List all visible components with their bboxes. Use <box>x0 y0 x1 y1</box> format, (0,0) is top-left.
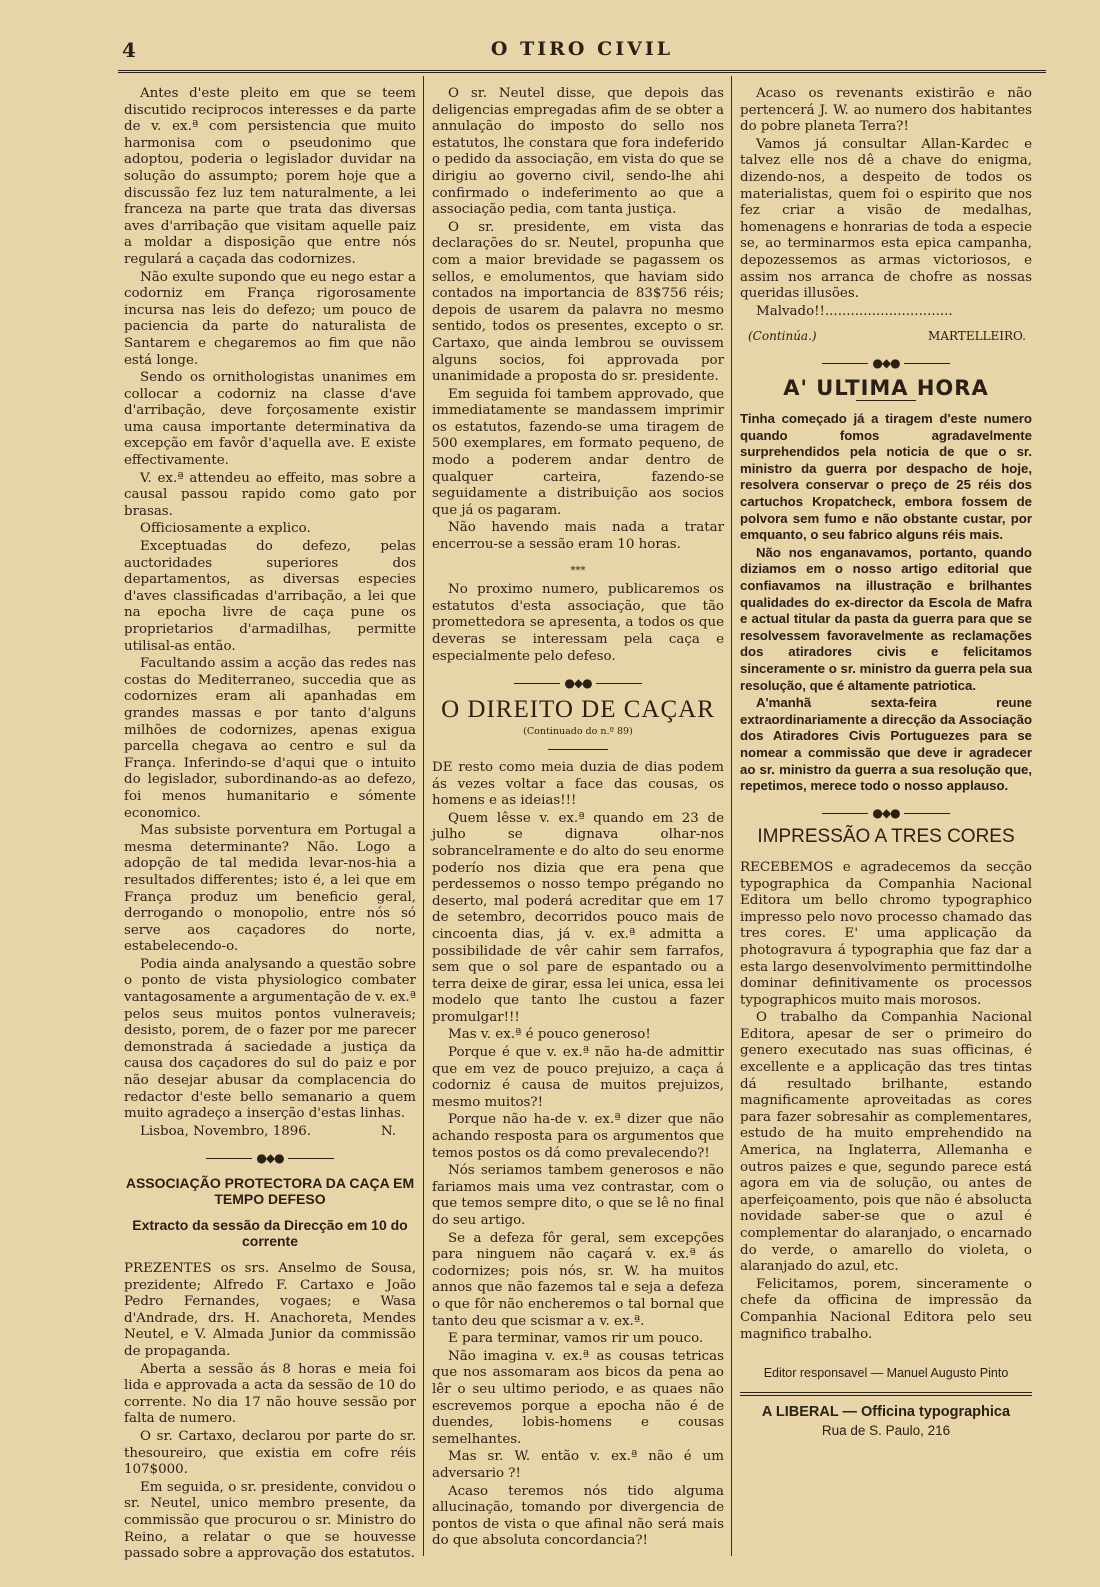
signature-name: N. <box>380 1123 396 1139</box>
column-divider <box>423 76 424 1556</box>
paragraph: Não imagina v. ex.ª as cousas tetricas que nos assomaram aos bicos da pena ao lêr o seu ultimo periodo, e as quaes não escrevemos porque a epocha não é de duendes, lobis-homens e cousas semelhantes. <box>432 1348 724 1447</box>
paragraph: Antes d'este pleito em que se teem discutido reciprocos interesses e da parte de v. ex.ª com persistencia que muito harmonisa com o pseudonimo que adoptou, poderia o legislador duvidar na solução do assumpto; porem hoje que a discussão fez luz tem naturalmente, a lei franceza na parte que trata das diversas aves d'arribação que visitam aquelle paiz a moldar a disposição que entre nós regulará a caçada das codornizes. <box>124 86 416 267</box>
paragraph: Em seguida foi tambem approvado, que immediatamente se mandassem imprimir os estatutos, fazendo-se uma tiragem de 500 exemplares, em formato pequeno, de modo a poderem andar dentro de qualquer carteira, fazendo-se seguidamente a distribuição aos socios que já os pagaram. <box>432 386 724 518</box>
continuation-note: (Continuado do n.º 89) <box>523 726 633 738</box>
paragraph: O sr. Neutel disse, que depois das deligencias empregadas afim de se obter a annulação do imposto do sello nos estatutos, lhe constara que fora indeferido o pedido da associação, em vista do que se dirigiu ao governo civil, sendo-lhe ahi confirmado o indeferimento ao que a associação pedia, com tanta justiça. <box>432 86 724 218</box>
article-title-direito: O DIREITO DE CAÇAR <box>441 695 715 723</box>
continuation-line <box>740 328 1032 345</box>
paragraph: RECEBEMOS e agradecemos da secção typographica da Companhia Nacional Editora um bello chromo typographico impresso pelo novo processo chamado das tres cores. E' uma applicação da photogravura á typographia que faz dar a esta largo desenvolvimento permittindolhe dominar definitivamente os processos typographicos muito mais morosos. <box>740 859 1032 1008</box>
paragraph: Officiosamente a explico. <box>140 521 311 537</box>
asterism: ⁎⁎⁎ <box>570 561 586 573</box>
printer-address: Rua de S. Paulo, 216 <box>821 1423 951 1439</box>
continua-note: (Continúa.) <box>748 329 817 344</box>
paragraph: Em seguida, o sr. presidente, convidou o sr. Neutel, unico membro presente, da commissão que procurou o sr. Ministro do Reino, a relatar o que se houvesse passado sobre a approvação dos estatutos. <box>124 1479 416 1562</box>
short-rule <box>856 400 916 401</box>
paragraph: Porque é que v. ex.ª não ha-de admittir que em vez de pouco prejuizo, a caça á codorniz é causa de muitos prejuizos, mesmo muitos?! <box>432 1045 724 1110</box>
paragraph: Nós seriamos tambem generosos e não fariamos mais uma vez contrastar, com o que temos sempre dito, o que se lê no final do seu artigo. <box>432 1163 725 1228</box>
paragraph: V. ex.ª attendeu ao effeito, mas sobre a causal passou rapido como gato por brasas. <box>124 470 416 519</box>
article-title-ultima-hora: A' ULTIMA HORA <box>783 375 989 400</box>
article-subtitle: Extracto da sessão da Direcção em 10 do corrente <box>132 1217 408 1249</box>
paragraph: PREZENTES os srs. Anselmo de Sousa, prezidente; Alfredo F. Cartaxo e João Pedro Fernandes, vogaes; e Wasa d'Andrade, drs. H. Anachoreta, Mendes Neutel, e V. Almada Junior da commissão de propaganda. <box>124 1261 416 1359</box>
paragraph: A'manhã sexta-feira reune extraordinariamente a direcção da Associação dos Atiradores Civis Portuguezes para se nomear a commissão que deve ir agradecer ao sr. ministro da guerra a sua resolução que, repetimos, merece todo o nosso applauso. <box>740 695 1032 794</box>
editor-credit: Editor responsavel — Manuel Augusto Pinto <box>763 1366 1009 1381</box>
paragraph: Aberta a sessão ás 8 horas e meia foi lida e approvada a acta da sessão de 10 do corrente. No dia 17 não houve sessão por falta de numero. <box>124 1361 416 1427</box>
paragraph: Tinha começado já a tiragem d'este numero quando fomos agradavelmente surprehendidos pela noticia de que o sr. ministro da guerra por despacho de hoje, resolvera conservar o preço de 25 réis dos cartuchos Kropatcheck, embora fossem de polvora sem fumo e não obstante custar, por emquanto, o seu fabrico alguns réis mais. <box>740 411 1032 543</box>
ornament-divider: ●◆● <box>740 805 1032 822</box>
paragraph: E para terminar, vamos rir um pouco. <box>448 1331 704 1347</box>
paragraph: O sr. Cartaxo, declarou por parte do sr. thesoureiro, que existia em cofre réis 107$000. <box>124 1428 416 1478</box>
paragraph: Mas sr. W. então v. ex.ª não é um adversario ?! <box>432 1449 724 1481</box>
ornament-divider: ●◆● <box>432 675 724 692</box>
column-1 <box>124 86 416 1564</box>
paragraph: Não havendo mais nada a tratar encerrou-se a sessão eram 10 horas. <box>432 520 724 553</box>
paragraph: Quem lêsse v. ex.ª quando em 23 de julho se dignava olhar-nos sobrancelramente e do alto do seu enorme poderío nos dizia que era pena que perdessemos o nosso tempo prégando no deserto, mal poderá acreditar que em 17 de setembro, decorridos pouco mais de cincoenta dias, já v. ex.ª admitta a possibilidade de vêr cahir sem farrafos, sem que o sol pare de espantado ou a terra deixe de girar, essa lei unica, essa lei modelo que tanto lhe custou a fazer promulgar!!! <box>432 810 724 1025</box>
column-2 <box>432 86 724 1551</box>
column-3 <box>740 86 1032 1440</box>
short-rule <box>548 749 608 750</box>
signature-place: Lisboa, Novembro, 1896. <box>140 1123 312 1139</box>
paragraph: Vamos já consultar Allan-Kardec e talvez elle nos dê a chave do enigma, dizendo-nos, a despeito de todos os materialistas, quem foi o espirito que nos fez criar a visão de medalhas, homenagens e honrarias de toda a especie se, ao terminarmos esta epica campanha, depozessemos as armas victoriosos, e assim nos arranca de chofre as nossas queridas illusões. <box>740 136 1032 302</box>
paragraph: No proximo numero, publicaremos os estatutos d'esta associação, que tão promettedora se apresenta, a todos os que deveras se interessam pela caça e especialmente pelo defeso. <box>432 582 724 664</box>
paragraph: O trabalho da Companhia Nacional Editora, apesar de ser o primeiro do genero executado nas suas officinas, é excellente e a applicação das tres tintas dá resultado brilhante, estando magnificamente aproveitadas as cores para fazer sobresahir as complementares, estudo de ha muito emprehendido na America, na Inglaterra, Allemanha e outros paizes e que, segundo parece está agora em via de solução, ou antes de aperfeiçoamento, pois que não é absolucta novidade saber-se que o azul é complementar do alaranjado, o encarnado do verde, o amarello do violeta, o alaranjado do azul, etc. <box>740 1010 1032 1275</box>
paragraph: Facultando assim a acção das redes nas costas do Mediterraneo, succedia que as codornizes eram ali apanhadas em grandes massas e por tanto d'alguns milhões de codornizes, apenas exigua parcella chegava ao centro e sul da França. Inferindo-se d'aqui que o intuito do legislador, subordinando-as ao defezo, foi menos humanitario e sómente economico. <box>124 656 416 821</box>
author-signature: MARTELLEIRO. <box>928 329 1026 344</box>
signature-line <box>124 1124 416 1141</box>
article-title-impressao: IMPRESSÃO A TRES CORES <box>757 826 1015 848</box>
page-header <box>118 36 1046 73</box>
double-rule <box>740 1392 1032 1396</box>
paragraph: Podia ainda analysando a questão sobre o ponto de vista physiologico combater vantagosamente a argumentação de v. ex.ª pelos seus muitos pontos vulneraveis; desisto, porem, de o fazer por me parecer demonstrada á saciedade a justiça da causa dos caçadores do sul do paiz e por não desejar abusar da complacencia do redactor d'este bello semanario a quem muito agradeço a inserção d'estas linhas. <box>124 956 416 1122</box>
paragraph: Não nos enganavamos, portanto, quando diziamos em o nosso artigo editorial que confiavamos na illustração e brilhantes qualidades do ex-director da Escola de Mafra e actual titular da pasta da guerra para que se resolvessem favoravelmente as reclamações dos atiradores civis e felicitamos sinceramente o sr. ministro da guerra pela sua resolução, que é altamente patriotica. <box>740 544 1032 693</box>
ornament-divider: ●◆● <box>124 1150 416 1167</box>
ornament-divider: ●◆● <box>740 355 1032 372</box>
column-divider <box>731 76 732 1556</box>
page-number: 4 <box>122 38 136 62</box>
paragraph: O sr. presidente, em vista das declarações do sr. Neutel, propunha que com a maior brevidade se pagassem os sellos, e emolumentos, que haviam sido contados na importancia de 83$756 réis; depois de usarem da palavra no mesmo sentido, todos os presentes, excepto o sr. Cartaxo, que ainda lembrou se ouvissem alguns socios, foi approvada por unanimidade a proposta do sr. presidente. <box>432 219 724 385</box>
paragraph: Malvado!!.............................. <box>756 303 953 319</box>
paragraph: DE resto como meia duzia de dias podem ás vezes voltar a face das cousas, os homens e as ideias!!! <box>432 759 724 809</box>
newspaper-title: O TIRO CIVIL <box>490 38 674 60</box>
paragraph: Felicitamos, porem, sinceramente o chefe da officina de impressão da Companhia Nacional Editora pelo seu magnifico trabalho. <box>740 1276 1032 1342</box>
paragraph: Porque não ha-de v. ex.ª dizer que não achando resposta para os argumentos que temos postos os dá como prevalecendo?! <box>432 1112 724 1161</box>
article-title-associacao: ASSOCIAÇÃO PROTECTORA DA CAÇA EM TEMPO DEFESO <box>125 1175 415 1207</box>
paragraph: Mas v. ex.ª é pouco generoso! <box>448 1027 651 1043</box>
paragraph: Acaso teremos nós tido alguma allucinação, tomando por divergencia de pontos de vista o que afinal não será mais do que absoluta concordancia?! <box>432 1483 724 1549</box>
paragraph: Exceptuadas do defezo, pelas auctoridades superiores dos departamentos, as diversas especies d'aves classificadas d'arribação, a lei que na epocha livre de caça pune os proprietarios d'armadilhas, permitte utilisal-as então. <box>124 539 416 654</box>
paragraph: Acaso os revenants existirão e não pertencerá J. W. ao numero dos habitantes do pobre planeta Terra?! <box>740 86 1032 135</box>
paragraph: Se a defeza fôr geral, sem excepções para ninguem não caçará v. ex.ª ás codornizes; pois nós, sr. W. ha muitos annos que não fazemos tal e seja a defeza o que fôr não encheremos o tal bornal que tanto deu que scismar a v. ex.ª. <box>432 1230 724 1329</box>
paragraph: Sendo os ornithologistas unanimes em collocar a codorniz na classe d'ave d'arribação, deve forçosamente existir uma causa importante determinativa da excepção em favôr d'aquella ave. E existe effectivamente. <box>124 370 416 469</box>
paragraph: Não exulte supondo que eu nego estar a codorniz em França rigorosamente incursa nas leis do defezo; um pouco de paciencia da parte do naturalista de Santarem e chegaremos ao fim que não está longe. <box>124 269 416 368</box>
printer-credit: A LIBERAL — Officina typographica <box>761 1403 1011 1420</box>
paragraph: Mas subsiste porventura em Portugal a mesma determinante? Não. Logo a adopção de tal medida levar-nos-hia a resultados differentes; isto é, a lei que em França produz um beneficio geral, derrogando o monopolio, entre nós só serve aos caçadores do norte, estabelecendo-o. <box>124 823 416 955</box>
